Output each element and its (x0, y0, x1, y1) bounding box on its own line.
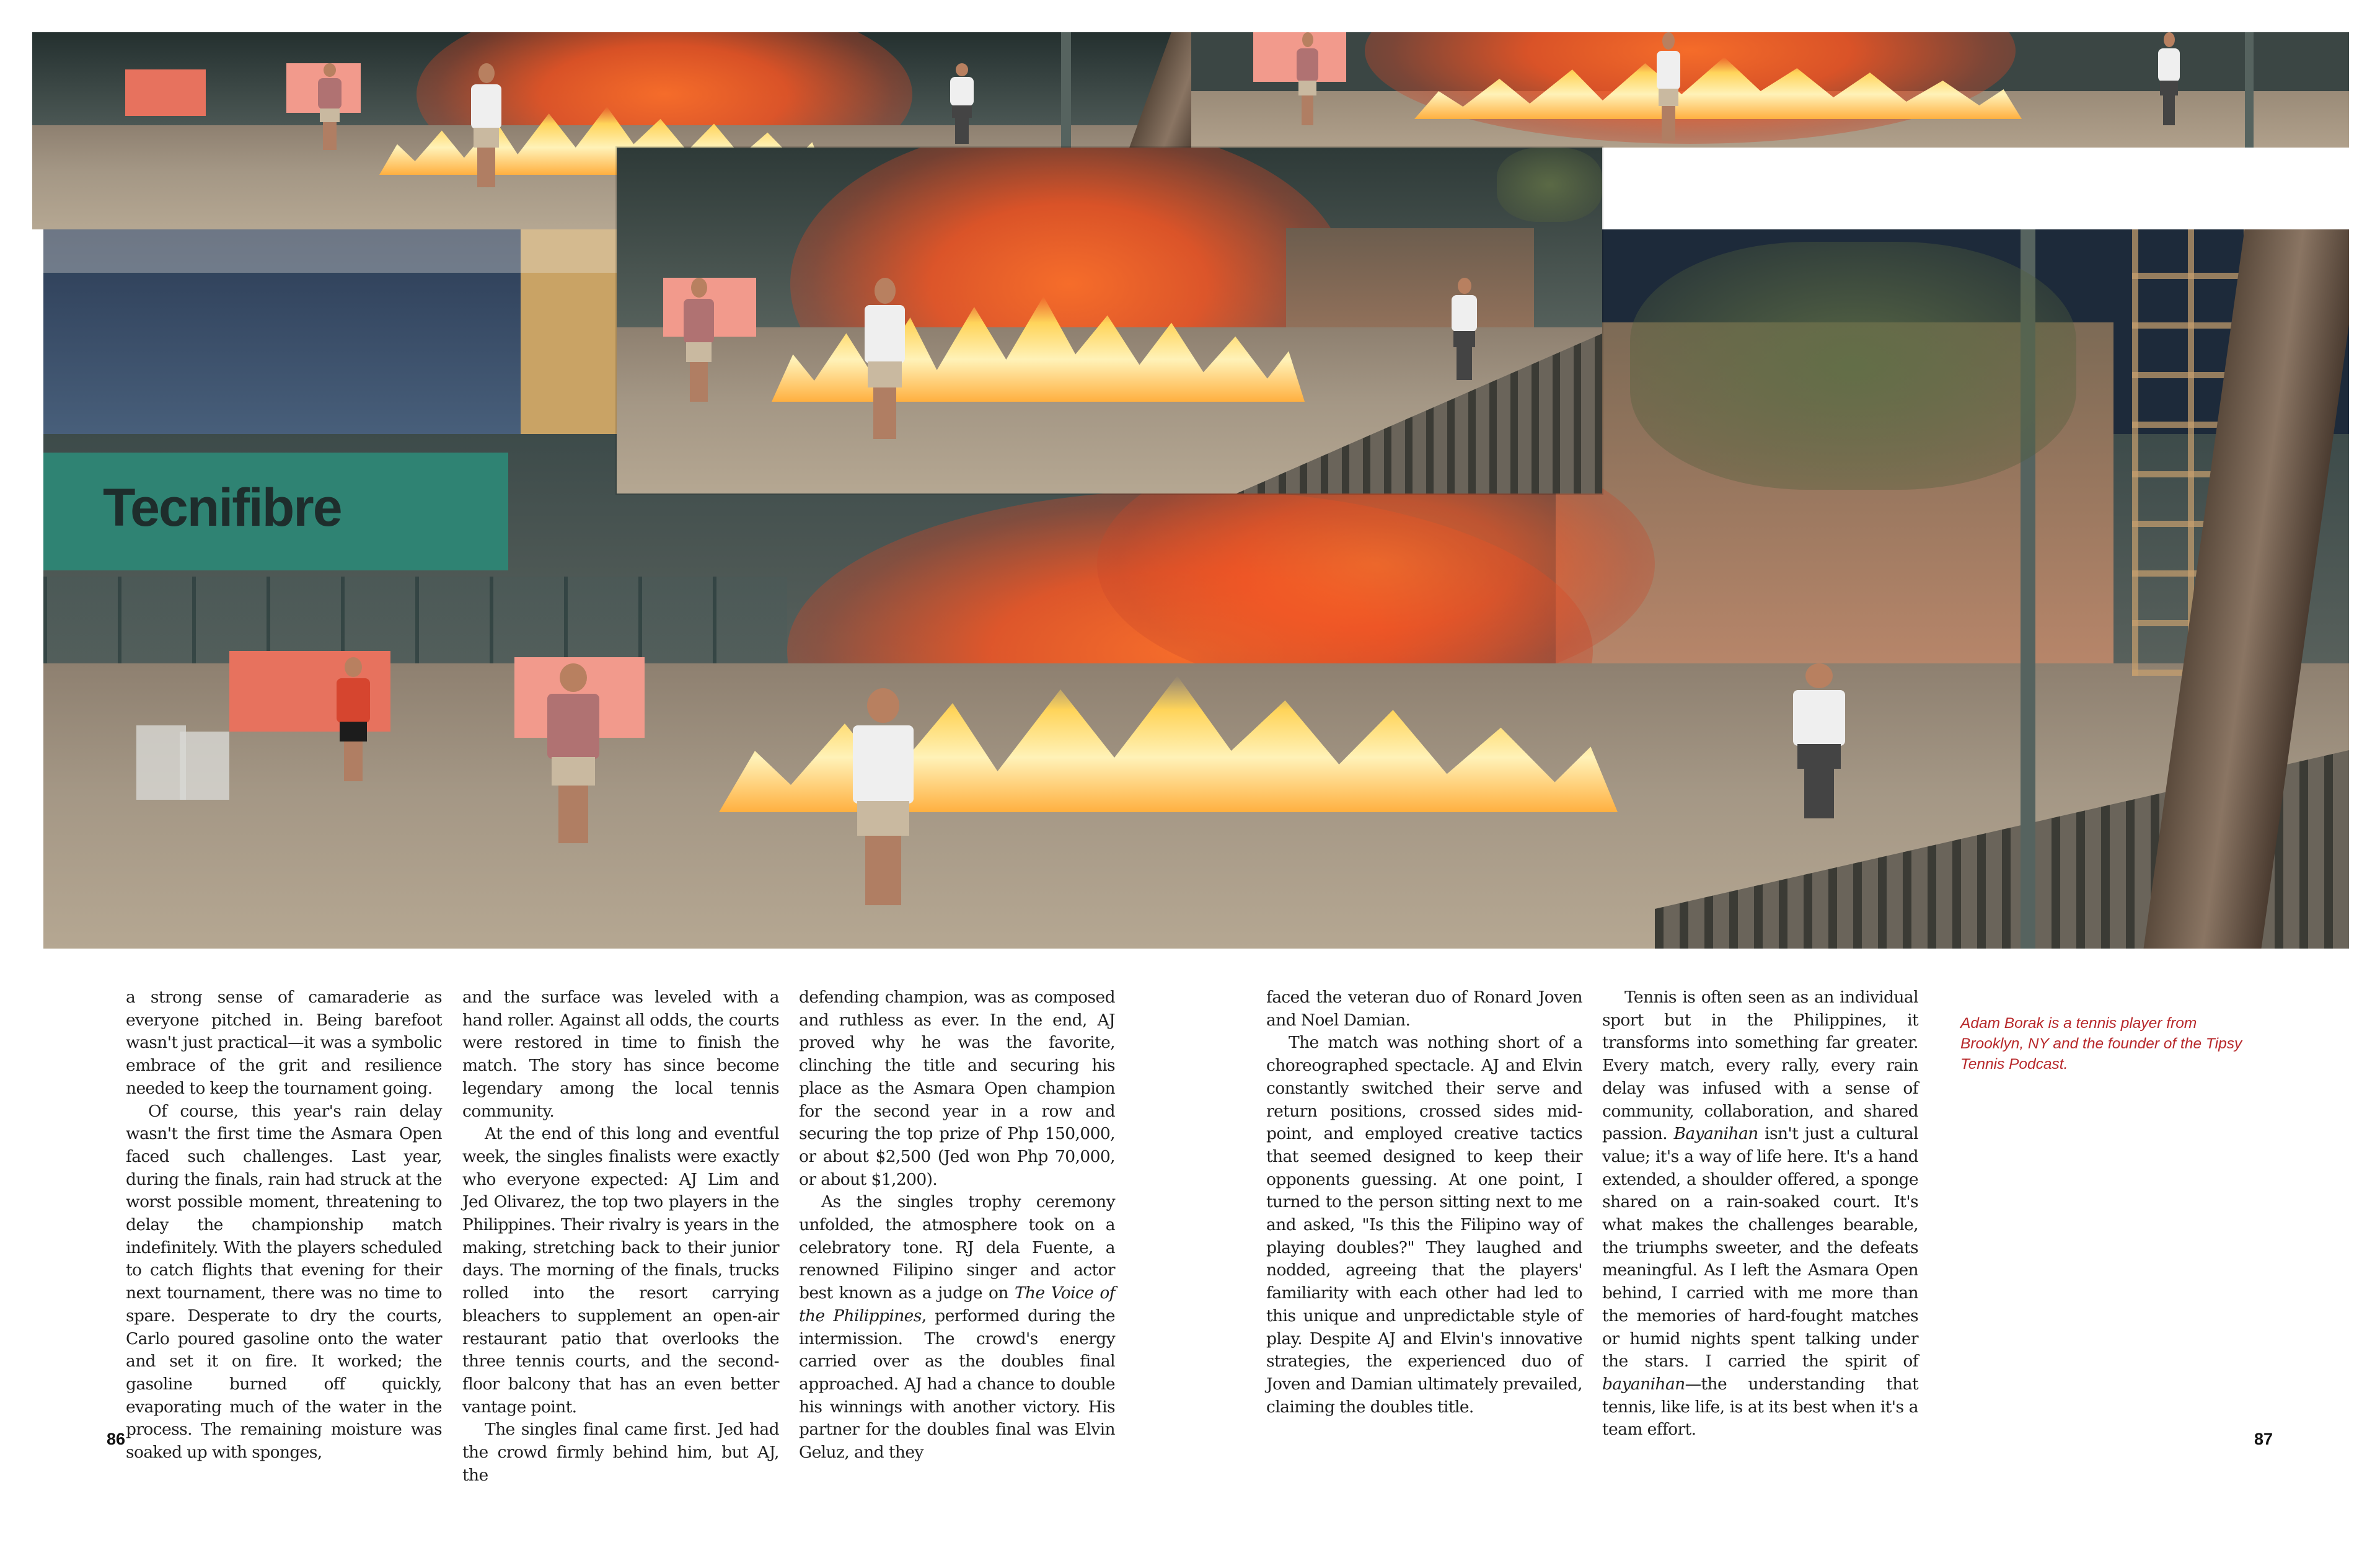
page-number-left: 86 (107, 1430, 126, 1448)
author-bio: Adam Borak is a tennis player from Brooklyn, NY and the founder of the Tipsy Tennis Podcast. (1960, 1015, 2242, 1073)
paragraph: faced the veteran duo of Ronard Joven and Noel Damian. (1266, 988, 1582, 1030)
balcony-roof (43, 229, 638, 273)
paragraph: The singles final came first. Jed had the crowd firmly behind him, but AJ, the (462, 1420, 779, 1485)
player-figure (539, 663, 607, 843)
top-right-fire-photo (1191, 32, 2349, 148)
body-column-2 (462, 986, 779, 1487)
body-column-4 (1266, 986, 1582, 1419)
paragraph: defending champion, was as composed and ruthless as ever. In the end, AJ proved why he was the favorite, clinching the title and securing his place as the Asmara Open champion for the second year in a row and securing the top prize of Php 150,000, or about $2,500 (Jed won Php 70,000, or about $1,200). (799, 988, 1115, 1189)
light-pole (2245, 32, 2254, 148)
chair (180, 732, 229, 800)
italic-term: bayanihan (1602, 1374, 1685, 1394)
player-figure (679, 278, 719, 402)
body-column-1 (126, 986, 442, 1464)
tecnifibre-banner (43, 453, 508, 570)
paragraph (1602, 986, 1918, 1441)
player-figure (332, 657, 375, 781)
player-figure (858, 278, 911, 439)
text-run: As the singles trophy ceremony unfolded, the atmosphere took on a celebratory tone. RJ dela Fuente, a renowned Filipino singer and actor best known as a judge on (799, 1192, 1115, 1303)
italic-title: The Voice of the Philippines (799, 1283, 1115, 1326)
player-figure (2155, 32, 2183, 125)
text-run: , performed during the intermission. The crowd's energy carried over as the doubles final approached. AJ had a chance to double his winnings with another victory. His partner for the doubles final was Elvin Geluz, and they (799, 1306, 1115, 1463)
body-column-3 (799, 986, 1115, 1464)
paragraph: The match was nothing short of a choreographed spectacle. AJ and Elvin constantly switched their serve and return positions, crossed sides mid-point, and employed creative tactics that seemed designed to keep their opponents guessing. At one point, I turned to the person sitting next to me and asked, "Is this the Filipino way of playing doubles?" They laughed and nodded, agreeing that the players' familiarity with each other had led to this unique and unpredictable style of play. Despite AJ and Elvin's innovative strategies, the experienced duo of Joven and Damian ultimately prevailed, claiming the doubles title. (1266, 1033, 1582, 1417)
paragraph: and the surface was leveled with a hand roller. Against all odds, the courts were restored in time to finish the match. The story has since become legendary among the local tennis community. (462, 988, 779, 1121)
page-number-right: 87 (2254, 1430, 2273, 1448)
chain-fence (43, 577, 787, 663)
player-figure (946, 63, 977, 144)
banner-text: Tecnifibre (103, 478, 342, 538)
player-figure (1294, 32, 1321, 125)
text-run: —the understanding that tennis, like life, is at its best when it's a team effort. (1602, 1374, 1918, 1440)
player-figure (314, 63, 345, 150)
player-figure (1653, 32, 1684, 141)
foliage (1630, 242, 2076, 490)
text-run: Tennis is often seen as an individual sport but in the Philippines, it transforms into something far greater. Every match, every rally, every rain delay was infused with a sense of community, collaboration, and shared passion. (1602, 988, 1918, 1144)
player-figure (1785, 663, 1853, 818)
player-figure (843, 688, 923, 905)
paragraph (799, 1191, 1115, 1464)
text-run: isn't just a cultural value; it's a way of life here. It's a hand extended, a shoulder offered, a sponge shared on a rain-soaked court. It's what makes the challenges bearable, the triumphs sweeter, and the defeats meaningful. As I left the Asmara Open behind, I carried with me more than the memories of hard-fought matches or humid nights spent talking under the stars. I carried the spirit of (1602, 1124, 1918, 1371)
body-column-5 (1602, 986, 1918, 1441)
paragraph: At the end of this long and eventful week, the singles finalists were exactly who everyone expected: AJ Lim and Jed Olivarez, the top two players in the Philippines. Their rivalry is years in the making, stretching back to their junior days. The morning of the finals, trucks rolled into the resort carrying bleachers to supplement an open-air restaurant patio that overlooks the three tennis courts, and the second-floor balcony that has an even better vantage point. (462, 1124, 779, 1417)
italic-term: Bayanihan (1673, 1124, 1758, 1144)
foliage (1497, 148, 1602, 222)
paragraph: a strong sense of camaraderie as everyone pitched in. Being barefoot wasn't just practical—it was a symbolic embrace of the grit and resilience needed to keep the tournament going. (126, 988, 442, 1098)
tournament-sign (125, 69, 206, 116)
chair (136, 725, 186, 800)
inset-fire-photo (617, 148, 1602, 494)
player-figure (1447, 278, 1481, 380)
paragraph: Of course, this year's rain delay wasn't the first time the Asmara Open faced such challenges. Last year, during the finals, rain had struck at the worst possible moment, threatening to delay the championship match indefinitely. With the players scheduled to catch flights that evening for their next tournament, there was no time to spare. Desperate to dry the courts, Carlo poured gasoline onto the water and set it on fire. It worked; the gasoline burned off quickly, evaporating much of the water in the process. The remaining moisture was soaked up with sponges, (126, 1101, 442, 1463)
player-figure (466, 63, 506, 187)
